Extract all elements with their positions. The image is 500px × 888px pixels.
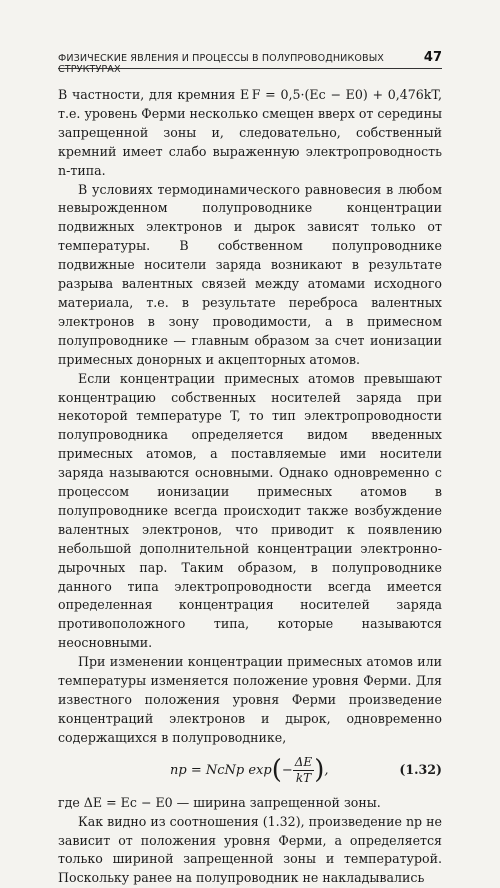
paragraph-5: где ΔE = Ec − E0 — ширина запрещенной зоны. <box>58 794 381 810</box>
header-rule <box>58 68 442 69</box>
equation-number: (1.32) <box>399 762 442 778</box>
paragraph-6: Как видно из соотношения (1.32), произведение np не зависит от положения уровня Ферми, а определяется только шириной запрещенной зоны и температурой. Поскольку ранее на полупроводник не накладывались <box>58 813 442 886</box>
page-header <box>58 50 442 75</box>
equation-sign: − <box>281 763 293 779</box>
fraction-denominator: kT <box>295 771 312 786</box>
paragraph-1: В частности, для кремния E F = 0,5·(Ec − E0) + 0,476kT, т.е. уровень Ферми несколько смещен вверх от середины запрещенной зоны и, следовательно, собственный кремний имеет слабо выраженную электропроводность n-типа. <box>58 87 442 178</box>
paragraph-2: В условиях термодинамического равновесия в любом невырожденном полупроводнике концентрации подвижных электронов и дырок зависят только от температуры. В собственном полупроводнике подвижные носители заряда возникают в результате разрыва валентных связей между атомами исходного материала, т.е. в результате переброса валентных электронов в зону проводимости, а в примесном полупроводнике — главным образом за счет ионизации примесных донорных и акцепторных атомов. <box>58 181 442 367</box>
equation-1-32 <box>58 748 442 794</box>
page-number: 47 <box>423 50 442 65</box>
running-head: ФИЗИЧЕСКИЕ ЯВЛЕНИЯ И ПРОЦЕССЫ В ПОЛУПРОВОДНИКОВЫХ СТРУКТУРАХ <box>58 53 384 75</box>
paragraph-4: При изменении концентрации примесных атомов или температуры изменяется положение уровня Ферми. Для известного положения уровня Ферми произведение концентраций электронов и дырок, одновременно содержащихся в полупроводнике, <box>58 654 442 745</box>
fraction-numerator: ΔE <box>294 755 313 770</box>
paragraph-3: Если концентрации примесных атомов превышают концентрацию собственных носителей заряда при некоторой температуре T, то тип электропроводности полупроводника определяется видом введенных примесных атомов, а поставляемые ими носители заряда называются основными. Однако одновременно с процессом ионизации примесных атомов в полупроводнике всегда происходит также возбуждение валентных электронов, что приводит к появлению небольшой дополнительной концентрации электронно-дырочных пар. Таким образом, в полупроводнике данного типа электропроводности всегда имеется определенная концентрация носителей заряда противоположного типа, которые называются неосновными. <box>58 370 442 651</box>
equation-tail: , <box>324 763 329 779</box>
left-paren-glyph: ( <box>271 755 282 786</box>
equation-lhs: np = NcNp exp <box>170 763 272 779</box>
right-paren-glyph: ) <box>314 755 325 786</box>
page-body <box>58 86 442 888</box>
